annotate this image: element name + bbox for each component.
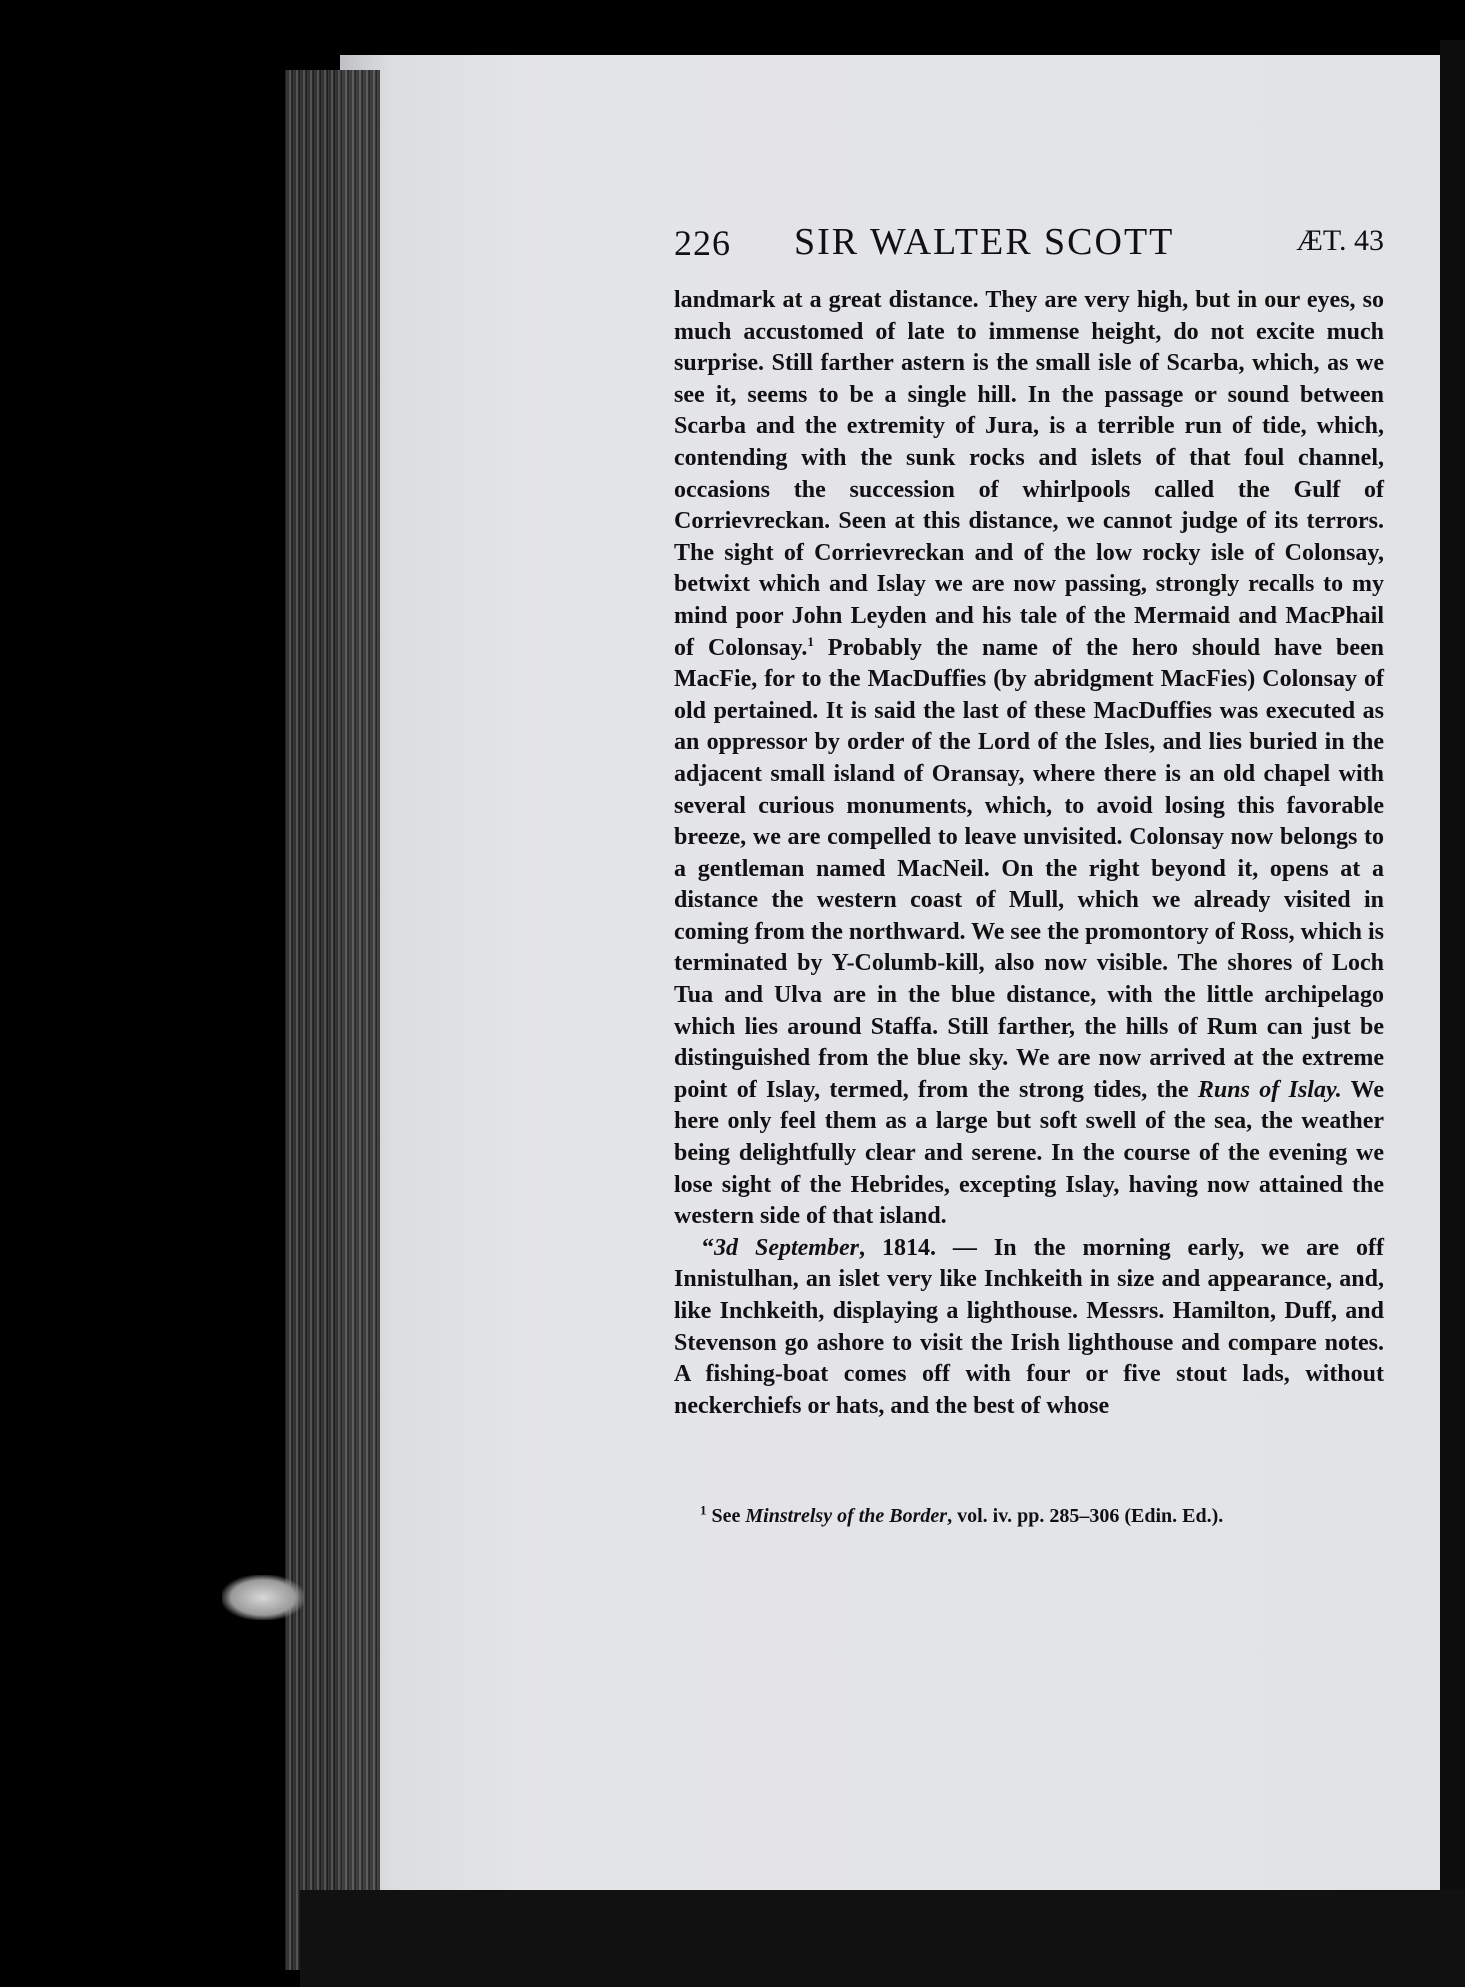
page-number: 226 <box>674 223 731 263</box>
running-title: SIR WALTER SCOTT <box>794 221 1175 263</box>
open-quote: “ <box>702 1234 714 1261</box>
paragraph <box>674 1233 1384 1423</box>
footnote <box>700 1502 1384 1528</box>
paragraph-text: Probably the name of the hero should have been MacFie, for to the MacDuffies (by abridgment MacFies) Colonsay of old pertained. It is said the last of these MacDuffies was executed as an oppressor by order of the Lord of the Isles, and lies buried in the adjacent small island of Oransay, where there is an old chapel with several curious monuments, which, to avoid losing this favorable breeze, we are compelled to leave unvisited. Colonsay now belongs to a gentleman named MacNeil. On the right beyond it, opens at a distance the western coast of Mull, which we already visited in coming from the northward. We see the promontory of Ross, which is terminated by Y-Columb-kill, also now visible. The shores of Loch Tua and Ulva are in the blue distance, with the little archipelago which lies around Staffa. Still farther, the hills of Rum can just be distinguished from the blue sky. We are now arrived at the extreme point of Islay, termed, from the strong tides, the <box>674 634 1384 1103</box>
paragraph-text: , 1814. — In the morning early, we are off Innistulhan, an islet very like Inchkeith in size and appearance, and, like Inchkeith, displaying a lighthouse. Messrs. Hamilton, Duff, and Stevenson go ashore to visit the Irish lighthouse and compare notes. A fishing-boat comes off with four or five stout lads, without neckerchiefs or hats, and the best of whose <box>674 1234 1384 1419</box>
scan-border-bottom <box>300 1890 1465 1987</box>
aetat-label: ÆT. 43 <box>1296 224 1384 257</box>
paragraph-text: We here only feel them as a large but soft swell of the sea, the weather being delightfully clear and serene. In the course of the evening we lose sight of the Hebrides, excepting Islay, having now attained the western side of that island. <box>674 1076 1384 1230</box>
page-edges <box>285 70 380 1970</box>
footnote-text: See <box>711 1505 746 1527</box>
entry-date: 3d September <box>714 1234 859 1261</box>
body-text <box>674 285 1384 1422</box>
page-header <box>674 222 1384 272</box>
footnote-number: 1 <box>700 1502 707 1518</box>
footnote-text: , vol. iv. pp. 285–306 (Edin. Ed.). <box>947 1505 1224 1527</box>
footnote-ref: 1 <box>807 633 814 649</box>
footnote-title: Minstrelsy of the Border <box>745 1505 948 1527</box>
paragraph-text: landmark at a great distance. They are very high, but in our eyes, so much accustomed of late to immense height, do not excite much surprise. Still farther astern is the small isle of Scarba, which, as we see it, seems to be a single hill. In the passage or sound between Scarba and the extremity of Jura, is a terrible run of tide, which, contending with the sunk rocks and islets of that foul channel, occasions the succession of whirlpools called the Gulf of Corrievreckan. Seen at this distance, we cannot judge of its terrors. The sight of Corrievreckan and of the low rocky isle of Colonsay, betwixt which and Islay we are now passing, strongly recalls to my mind poor John Leyden and his tale of the Mermaid and MacPhail of Colonsay. <box>674 287 1384 661</box>
page-smudge <box>222 1575 304 1620</box>
scan-border-right <box>1440 40 1465 1987</box>
paragraph <box>674 285 1384 1233</box>
italic-place-name: Runs of Islay. <box>1197 1076 1342 1103</box>
